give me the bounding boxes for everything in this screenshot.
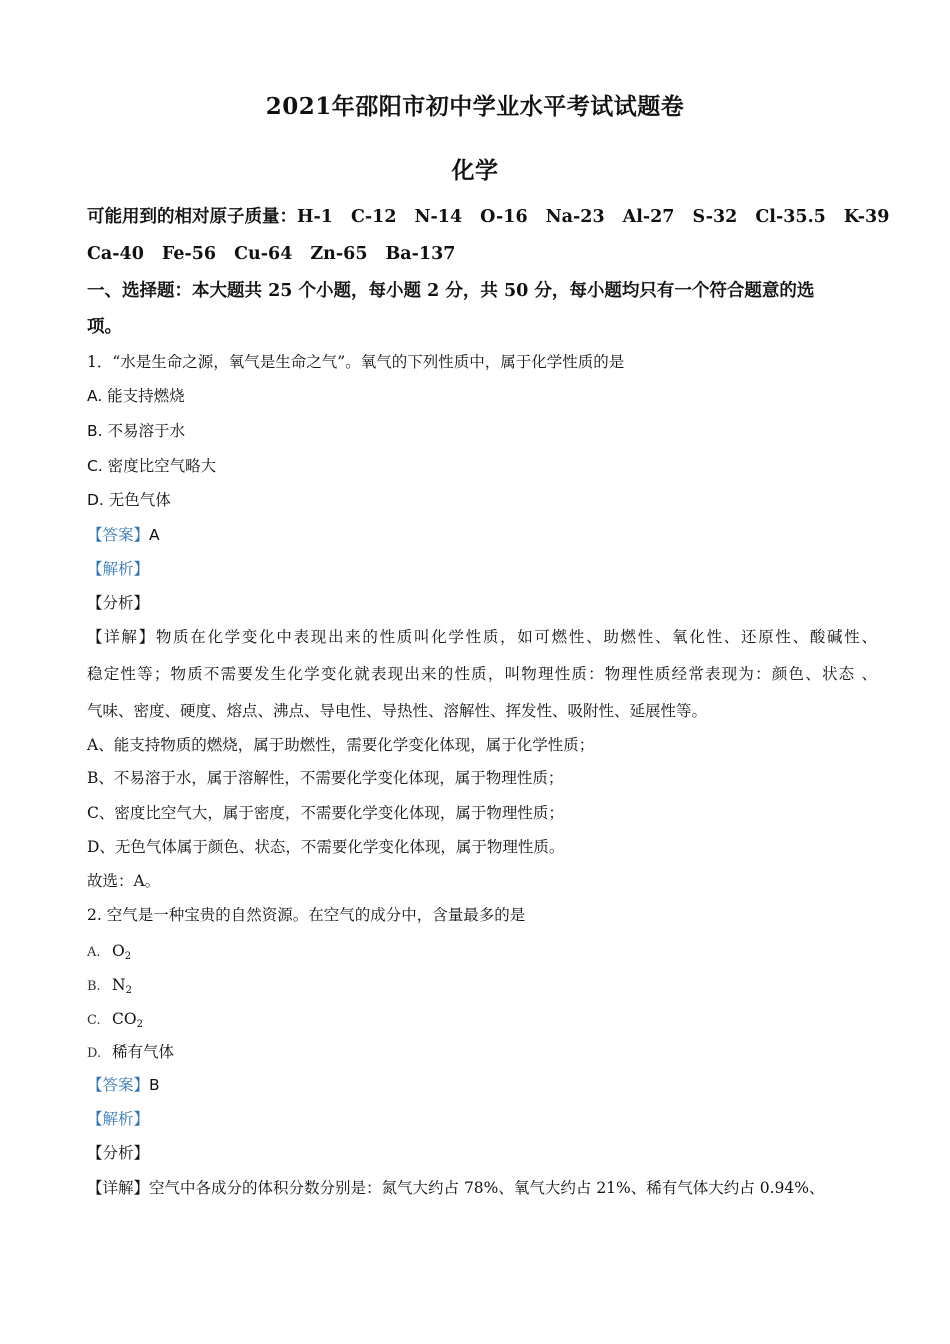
detail-text: 物质在化学变化中表现出来的性质叫化学性质，如可燃性、助燃性、氧化性、还原性、酸碱性、 xyxy=(155,628,877,646)
q1-option-d: D. 无色气体 xyxy=(87,491,171,509)
subject-title: 化学 xyxy=(451,157,499,184)
section-heading-line-2: 项。 xyxy=(87,317,122,337)
q2-analysis-tag: 【解析】 xyxy=(87,1110,150,1128)
q1-detail-line-1 xyxy=(87,626,877,648)
q1-analysis-tag: 【解析】 xyxy=(87,560,150,578)
atomic-mass-item: K-39 xyxy=(843,207,890,227)
option-text: 稀有气体 xyxy=(112,1043,175,1061)
atomic-mass-item: O-16 xyxy=(480,207,528,227)
atomic-mass-item: Al-27 xyxy=(622,207,675,227)
q2-option-b xyxy=(87,974,132,1002)
q1-conclusion: 故选：A。 xyxy=(87,872,161,890)
detail-tag: 【详解】 xyxy=(87,628,156,646)
q1-option-a: A. 能支持燃烧 xyxy=(87,387,185,405)
atomic-mass-label: 可能用到的相对原子质量： xyxy=(87,207,297,227)
atomic-mass-item: H-1 xyxy=(297,207,333,227)
atomic-mass-item: Fe-56 xyxy=(161,244,217,264)
atomic-mass-item: N-14 xyxy=(414,207,463,227)
atomic-mass-item: Ba-137 xyxy=(385,244,456,264)
option-subscript: 2 xyxy=(125,985,132,996)
atomic-mass-item: Cu-64 xyxy=(234,244,293,264)
q1-fenxi-tag: 【分析】 xyxy=(87,594,150,612)
option-letter: A. xyxy=(87,945,101,960)
q1-stem: 1．“水是生命之源，氧气是生命之气”。氧气的下列性质中，属于化学性质的是 xyxy=(87,353,625,371)
atomic-mass-item: C-12 xyxy=(350,207,397,227)
q1-explanation-a: A、能支持物质的燃烧，属于助燃性，需要化学变化体现，属于化学性质； xyxy=(87,736,595,754)
q1-option-c: C. 密度比空气略大 xyxy=(87,457,217,475)
atomic-mass-item: Cl-35.5 xyxy=(755,207,826,227)
q1-option-b: B. 不易溶于水 xyxy=(87,422,185,440)
q1-explanation-d: D、无色气体属于颜色、状态，不需要化学变化体现，属于物理性质。 xyxy=(87,838,565,856)
answer-tag: 【答案】 xyxy=(87,526,150,544)
q2-option-d xyxy=(87,1041,174,1065)
answer-tag: 【答案】 xyxy=(87,1076,150,1094)
atomic-mass-item: Ca-40 xyxy=(87,244,144,264)
q2-option-a xyxy=(87,940,131,968)
q1-explanation-c: C、密度比空气大，属于密度，不需要化学变化体现，属于物理性质； xyxy=(87,804,564,822)
option-letter: C. xyxy=(87,1013,101,1028)
answer-value: B xyxy=(149,1076,160,1094)
option-subscript: 2 xyxy=(124,951,132,962)
atomic-mass-item: S-32 xyxy=(692,207,738,227)
option-letter: B. xyxy=(87,979,101,994)
q1-detail-line-2: 稳定性等；物质不需要发生化学变化就表现出来的性质，叫物理性质：物理性质经常表现为：颜色、状态 、 xyxy=(87,665,877,683)
atomic-mass-line-2 xyxy=(87,243,455,265)
option-text: O xyxy=(112,942,125,960)
q2-answer xyxy=(87,1074,160,1096)
option-text: N xyxy=(112,976,126,994)
section-heading-line-1: 一、选择题：本大题共 25 个小题，每小题 2 分，共 50 分，每小题均只有一个符合题意的选 xyxy=(87,281,815,301)
q2-option-c xyxy=(87,1008,143,1036)
option-subscript: 2 xyxy=(136,1019,143,1030)
q2-stem: 2. 空气是一种宝贵的自然资源。在空气的成分中，含量最多的是 xyxy=(87,906,526,924)
option-letter: D. xyxy=(87,1046,102,1061)
q1-explanation-b: B、不易溶于水，属于溶解性，不需要化学变化体现，属于物理性质； xyxy=(87,769,564,787)
page-title: 2021年邵阳市初中学业水平考试试题卷 xyxy=(265,93,685,120)
q2-fenxi-tag: 【分析】 xyxy=(87,1144,150,1162)
option-text: CO xyxy=(112,1010,137,1028)
answer-value: A xyxy=(149,526,160,544)
detail-tag: 【详解】 xyxy=(87,1179,150,1197)
q1-detail-line-3: 气味、密度、硬度、熔点、沸点、导电性、导热性、溶解性、挥发性、吸附性、延展性等。 xyxy=(87,702,708,720)
q2-detail-line-1 xyxy=(87,1177,824,1199)
atomic-mass-item: Na-23 xyxy=(545,207,605,227)
atomic-mass-item: Zn-65 xyxy=(310,244,368,264)
q1-answer xyxy=(87,524,160,546)
atomic-mass-line-1 xyxy=(87,206,889,228)
detail-text: 空气中各成分的体积分数分别是：氮气大约占 78%、氧气大约占 21%、稀有气体大约占 0.94%、 xyxy=(149,1179,825,1197)
